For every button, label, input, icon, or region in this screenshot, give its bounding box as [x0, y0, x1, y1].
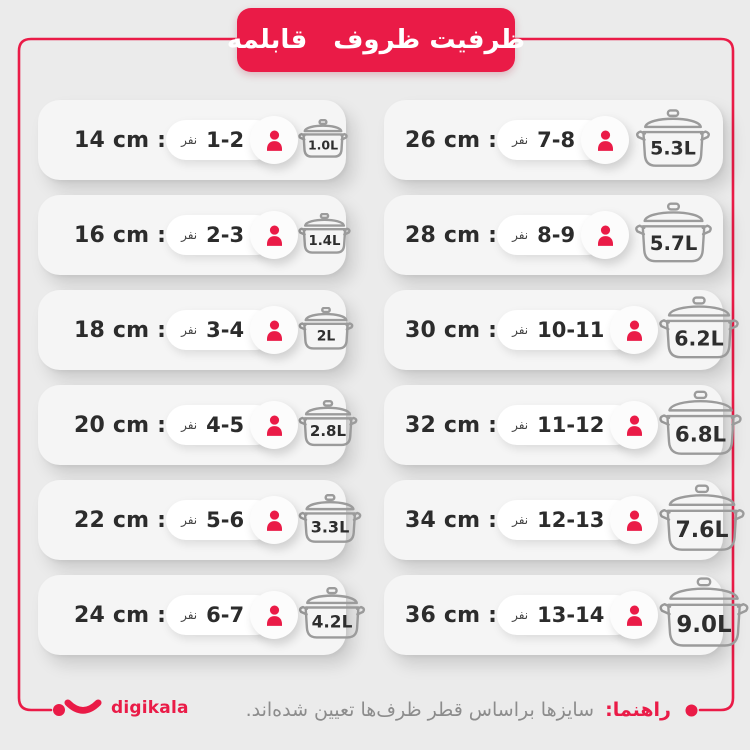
pot-slot: [658, 390, 743, 461]
people-range-value: 6-7: [206, 603, 245, 627]
size-row-card: [384, 100, 723, 180]
pot-slot: [658, 296, 740, 364]
people-pill-group: [497, 591, 658, 639]
people-pill-group: [166, 116, 298, 164]
pot-icon: [658, 577, 750, 653]
pot-slot: [298, 494, 362, 547]
frame-dot-right: [686, 705, 698, 717]
pot-icon: [634, 202, 713, 268]
person-icon: [262, 318, 287, 343]
person-icon: [262, 128, 287, 153]
people-unit-label: نفر: [181, 228, 198, 242]
person-icon: [262, 413, 287, 438]
person-badge: [610, 306, 658, 354]
large-sizes-column: [384, 100, 732, 670]
capacity-label: 1.4L: [308, 233, 341, 249]
people-unit-label: نفر: [181, 418, 198, 432]
pot-lid: [644, 212, 702, 221]
diameter-label: 26 cm :: [405, 127, 498, 153]
title-primary: ظرفیت ظروف: [333, 25, 526, 55]
pot-slot: [298, 400, 358, 450]
person-icon: [622, 508, 647, 533]
pot-lid: [307, 596, 356, 603]
people-range-value: 2-3: [206, 223, 245, 247]
people-pill-group: [497, 496, 658, 544]
pot-icon: [658, 390, 743, 461]
people-pill-group: [166, 496, 298, 544]
size-row-card: [38, 100, 346, 180]
person-icon: [262, 603, 287, 628]
people-unit-label: نفر: [181, 608, 198, 622]
people-pill-group: [166, 591, 298, 639]
pot-slot: [298, 119, 348, 161]
person-badge: [250, 211, 298, 259]
pot-lid-knob: [320, 120, 327, 124]
pot-icon: [298, 587, 366, 643]
size-row-card: [384, 385, 727, 465]
capacity-label: 7.6L: [675, 517, 729, 543]
pot-icon: [298, 213, 351, 257]
person-badge: [250, 116, 298, 164]
pot-lid: [305, 220, 344, 226]
pot-icon: [658, 296, 740, 364]
people-unit-label: نفر: [512, 228, 529, 242]
pot-slot: [629, 109, 717, 172]
size-row-card: [38, 385, 346, 465]
pot-lid-knob: [668, 110, 678, 115]
capacity-label: 3.3L: [310, 517, 350, 536]
pot-icon: [298, 494, 362, 547]
pot-lid-knob: [328, 588, 337, 593]
pot-icon: [298, 400, 358, 450]
pot-icon: [298, 307, 354, 353]
people-pill-group: [497, 401, 658, 449]
size-row-card: [384, 480, 729, 560]
pot-lid-knob: [668, 204, 679, 210]
size-row-card: [38, 195, 346, 275]
capacity-label: 6.8L: [675, 421, 727, 447]
diameter-label: 36 cm :: [405, 602, 498, 628]
capacity-label: 2L: [316, 328, 336, 345]
pot-slot: [658, 577, 750, 653]
people-unit-label: نفر: [512, 513, 529, 527]
person-icon: [622, 318, 647, 343]
note-label: راهنما:: [605, 699, 671, 721]
people-unit-label: نفر: [181, 323, 198, 337]
people-pill-group: [166, 306, 298, 354]
pot-lid: [306, 408, 350, 414]
pot-lid: [670, 401, 732, 410]
digikala-logo: [64, 698, 189, 718]
diameter-label: 24 cm :: [74, 602, 167, 628]
person-icon: [262, 508, 287, 533]
people-range-value: 5-6: [206, 508, 245, 532]
person-icon: [622, 603, 647, 628]
title-badge: [226, 8, 526, 72]
size-row-card: [38, 575, 353, 655]
person-badge: [581, 116, 629, 164]
people-range-value: 1-2: [206, 128, 245, 152]
people-range-value: 8-9: [537, 223, 576, 247]
people-pill-group: [166, 401, 298, 449]
diameter-label: 34 cm :: [405, 507, 498, 533]
people-pill-group: [166, 211, 298, 259]
people-unit-label: نفر: [512, 133, 529, 147]
footer-note: [246, 699, 671, 721]
capacity-label: 4.2L: [311, 611, 353, 632]
pot-lid: [669, 307, 729, 316]
pot-slot: [629, 202, 717, 268]
pot-lid-knob: [324, 401, 332, 405]
people-unit-label: نفر: [512, 418, 529, 432]
capacity-label: 5.3L: [650, 137, 696, 160]
pot-lid-knob: [322, 308, 329, 312]
people-pill-group: [497, 116, 629, 164]
diameter-label: 32 cm :: [405, 412, 498, 438]
pot-slot: [298, 213, 351, 257]
people-range-value: 7-8: [537, 128, 576, 152]
people-unit-label: نفر: [512, 608, 529, 622]
digikala-smile-icon: [64, 699, 102, 717]
digikala-wordmark: digikala: [111, 698, 189, 718]
capacity-label: 2.8L: [310, 422, 347, 441]
diameter-label: 18 cm :: [74, 317, 167, 343]
pot-lid: [305, 126, 342, 131]
people-range-value: 13-14: [537, 603, 605, 627]
people-range-value: 3-4: [206, 318, 245, 342]
pot-lid-knob: [696, 485, 708, 491]
size-row-card: [384, 195, 723, 275]
pot-lid: [306, 314, 347, 320]
people-range-value: 12-13: [537, 508, 605, 532]
small-sizes-column: [38, 100, 353, 670]
capacity-label: 9.0L: [676, 612, 732, 639]
people-pill-group: [497, 306, 658, 354]
capacity-label: 5.7L: [649, 231, 697, 255]
pot-slot: [298, 307, 354, 353]
people-unit-label: نفر: [512, 323, 529, 337]
pot-slot: [658, 484, 746, 557]
pot-lid: [645, 118, 701, 126]
pot-slot: [298, 587, 366, 643]
diameter-label: 20 cm :: [74, 412, 167, 438]
size-row-card: [38, 480, 350, 560]
pot-lid-knob: [698, 579, 710, 586]
person-badge: [581, 211, 629, 259]
people-unit-label: نفر: [181, 513, 198, 527]
person-icon: [622, 413, 647, 438]
pot-lid-knob: [321, 214, 328, 218]
people-range-value: 11-12: [537, 413, 605, 437]
person-badge: [610, 401, 658, 449]
person-badge: [610, 591, 658, 639]
person-badge: [250, 591, 298, 639]
note-text: سایزها براساس قطر ظرف‌ها تعیین شده‌اند.: [245, 699, 595, 721]
people-pill-group: [497, 211, 629, 259]
person-icon: [262, 223, 287, 248]
pot-icon: [658, 484, 746, 557]
pot-lid: [670, 495, 734, 505]
person-badge: [250, 401, 298, 449]
diameter-label: 30 cm :: [405, 317, 498, 343]
diameter-label: 28 cm :: [405, 222, 498, 248]
pot-lid-knob: [695, 391, 706, 397]
size-row-card: [384, 575, 732, 655]
person-badge: [250, 306, 298, 354]
capacity-label: 1.0L: [308, 137, 339, 153]
person-badge: [250, 496, 298, 544]
size-row-card: [38, 290, 346, 370]
people-range-value: 4-5: [206, 413, 245, 437]
pot-lid: [671, 589, 738, 599]
person-icon: [593, 128, 618, 153]
pot-icon: [635, 109, 711, 172]
capacity-label: 6.2L: [674, 326, 725, 351]
pot-lid-knob: [326, 495, 335, 500]
diameter-label: 14 cm :: [74, 127, 167, 153]
person-icon: [593, 223, 618, 248]
people-unit-label: نفر: [181, 133, 198, 147]
person-badge: [610, 496, 658, 544]
size-row-card: [384, 290, 723, 370]
people-range-value: 10-11: [537, 318, 605, 342]
title-secondary: قابلمه: [226, 25, 308, 55]
diameter-label: 16 cm :: [74, 222, 167, 248]
pot-lid-knob: [694, 298, 705, 304]
diameter-label: 22 cm :: [74, 507, 167, 533]
pot-icon: [298, 119, 348, 161]
pot-lid: [307, 502, 354, 509]
